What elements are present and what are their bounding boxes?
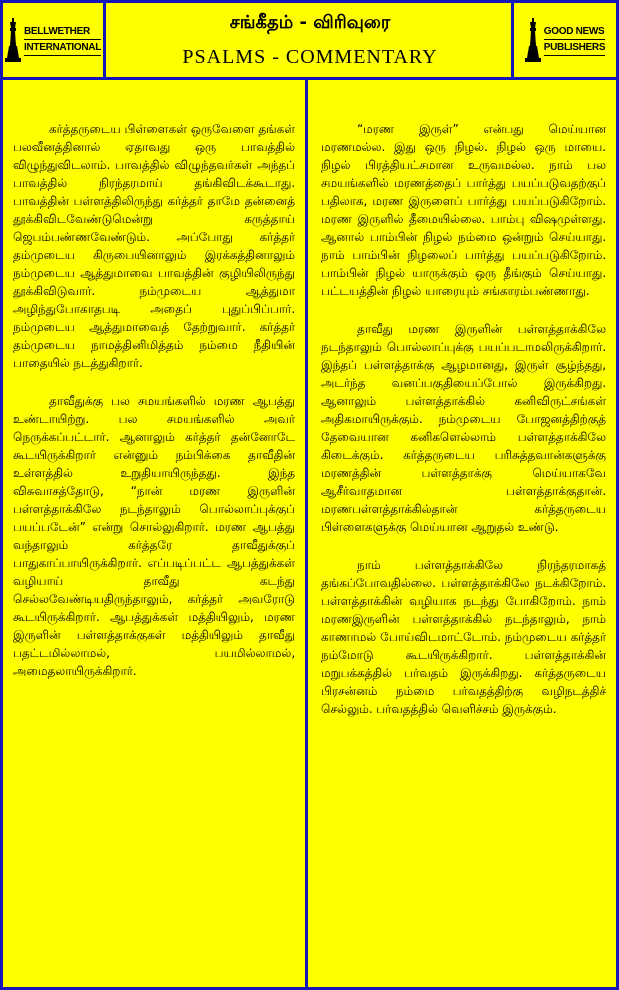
right-column <box>311 80 616 987</box>
left-column <box>3 80 308 987</box>
left-paragraph-2: தாவீதுக்கு பல சமயங்களில் மரண ஆபத்து உண்டாயிற்று. பல சமயங்களில் அவர் நெருக்கப்பட்டார். ஆனாலும் கர்த்தர் தன்னோடே கூடயிருக்கிறார் என்னும் நம்பிக்கை தாவீதின் உள்ளத்தில் உறுதியாயிருந்தது. இந்த விசுவாசத்தோடு, “நான் மரண இருளின் பள்ளத்தாக்கிலே நடந்தாலும் பொல்லாப்புக்குப் பயப்படேன்” என்று சொல்லுகிறார். மரண ஆபத்து வந்தாலும் கர்த்தரே தாவீதுக்குப் பாதுகாப்பாயிருக்கிறார். எப்படிப்பட்ட ஆபத்துக்கள் வழியாய் தாவீது கடந்து செல்லவேண்டியதிருந்தாலும், கர்த்தர் அவரோடு கூடயிருக்கிறார். ஆபத்துக்கள் மத்தியிலும், மரண இருளின் பள்ளத்தாக்குகள் மத்தியிலும் தாவீது பதட்டமில்லாமல், பயமில்லாமல், அமைதலாயிருக்கிறார். <box>13 394 295 678</box>
left-paragraph-1: கர்த்தருடைய பிள்ளைகள் ஒருவேளை தங்கள் பலவீனத்தினால் ஏதாவது ஒரு பாவத்தில் விழுந்துவிடலாம். பாவத்தில் விழுந்தவர்கள் அந்தப் பாவத்தில் நிரந்தரமாய் தங்கிவிடக்கூடாது. பாவத்தின் பள்ளத்திலிருந்து கர்த்தர் தாமே தன்னைத் தூக்கிவிடவேண்டுமென்று கருத்தாய் ஜெபம்பண்ணவேண்டும். அப்போது கர்த்தர் தம்முடைய கிருபையினாலும் இரக்கத்தினாலும் நம்முடைய ஆத்துமாவை பாவத்தின் குழியிலிருந்து தூக்கிவிடுவார். நம்முடைய ஆத்துமா அழிந்துபோகாதபடி அதைப் புதுப்பிப்பார். நம்முடைய ஆத்துமாவைத் தேற்றுவார். கர்த்தர் தம்முடைய நாமத்தினிமித்தம் நம்மை நீதியின் பாதையில் நடத்துகிறார். <box>13 122 295 370</box>
left-logo-line2: INTERNATIONAL <box>24 40 101 56</box>
page-title-tamil: சங்கீதம் - விரிவுரை <box>229 12 391 33</box>
right-logo <box>511 3 616 77</box>
left-logo-line1: BELLWETHER <box>24 24 101 40</box>
page-title-english: PSALMS - COMMENTARY <box>182 46 438 68</box>
right-paragraph-1: “மரண இருள்” என்பது மெய்யான மரணமல்ல. இது ஒரு நிழல். நிழல் ஒரு மாயை. நிழல் பிரத்தியட்சமான உருவமல்ல. நாம் பல சமயங்களில் மரணத்தைப் பார்த்து பயப்படுவதற்குப் பதிலாக, மரண இருளைப் பார்த்து பயப்படுகிறோம். மரண இருளில் தீமையில்லை. பாம்பு விஷமுள்ளது. ஆனால் பாம்பின் நிழல் நம்மை ஒன்றும் செய்யாது. நாம் பாம்பின் நிழலைப் பார்த்து பயப்படுகிறோம். பாம்பின் நிழல் யாருக்கும் ஒரு தீங்கும் செய்யாது. பட்டயத்தின் நிழல் யாரையும் சங்காரம்பண்ணாது. <box>321 122 606 298</box>
right-paragraph-3: நாம் பள்ளத்தாக்கிலே நிரந்தரமாகத் தங்கப்போவதில்லை. பள்ளத்தாக்கிலே நடக்கிறோம். பள்ளத்தாக்கின் வழியாக நடந்து போகிறோம். நாம் மரணஇருளின் பள்ளத்தாக்கில் நடந்தாலும், நாம் காணாமல் போய்விடமாட்டோம். நம்முடைய கர்த்தர் நம்மோடு கூடயிருக்கிறார். பள்ளத்தாக்கின் மறுபக்கத்தில் பர்வதம் இருக்கிறது. கர்த்தருடைய பிரசன்னம் நம்மை பர்வதத்திற்கு வழிநடத்திச் செல்லும். பர்வதத்தில் வெளிச்சம் இருக்கும். <box>321 558 606 716</box>
right-logo-line2: PUBLISHERS <box>544 40 605 56</box>
page-header <box>3 3 616 80</box>
right-logo-line1: GOOD NEWS <box>544 24 605 40</box>
tower-icon <box>525 18 541 62</box>
tower-icon <box>5 18 21 62</box>
title-block <box>109 3 511 77</box>
right-paragraph-2: தாவீது மரண இருளின் பள்ளத்தாக்கிலே நடந்தாலும் பொல்லாப்புக்கு பயப்படாமலிருக்கிறார். இந்தப் பள்ளத்தாக்கு ஆழமானது, இருள் சூழ்ந்தது, அடர்ந்த வனப்பகுதியைப்போல் இருக்கிறது. ஆனாலும் பள்ளத்தாக்கில் கனிவிருட்சங்கள் அதிகமாயிருக்கும். நம்முடைய போஜனத்திற்குத் தேவையான கனிகளெல்லாம் பள்ளத்தாக்கிலே கிடைக்கும். கர்த்தருடைய பரிசுத்தவான்களுக்கு மரணத்தின் பள்ளத்தாக்கு மெய்யாகவே ஆசீர்வாதமான பள்ளத்தாக்குதான். மரணபள்ளத்தாக்கில்தான் கர்த்தருடைய பிள்ளைகளுக்கு மெய்யான ஆறுதல் உண்டு. <box>321 322 606 534</box>
left-logo <box>3 3 106 77</box>
